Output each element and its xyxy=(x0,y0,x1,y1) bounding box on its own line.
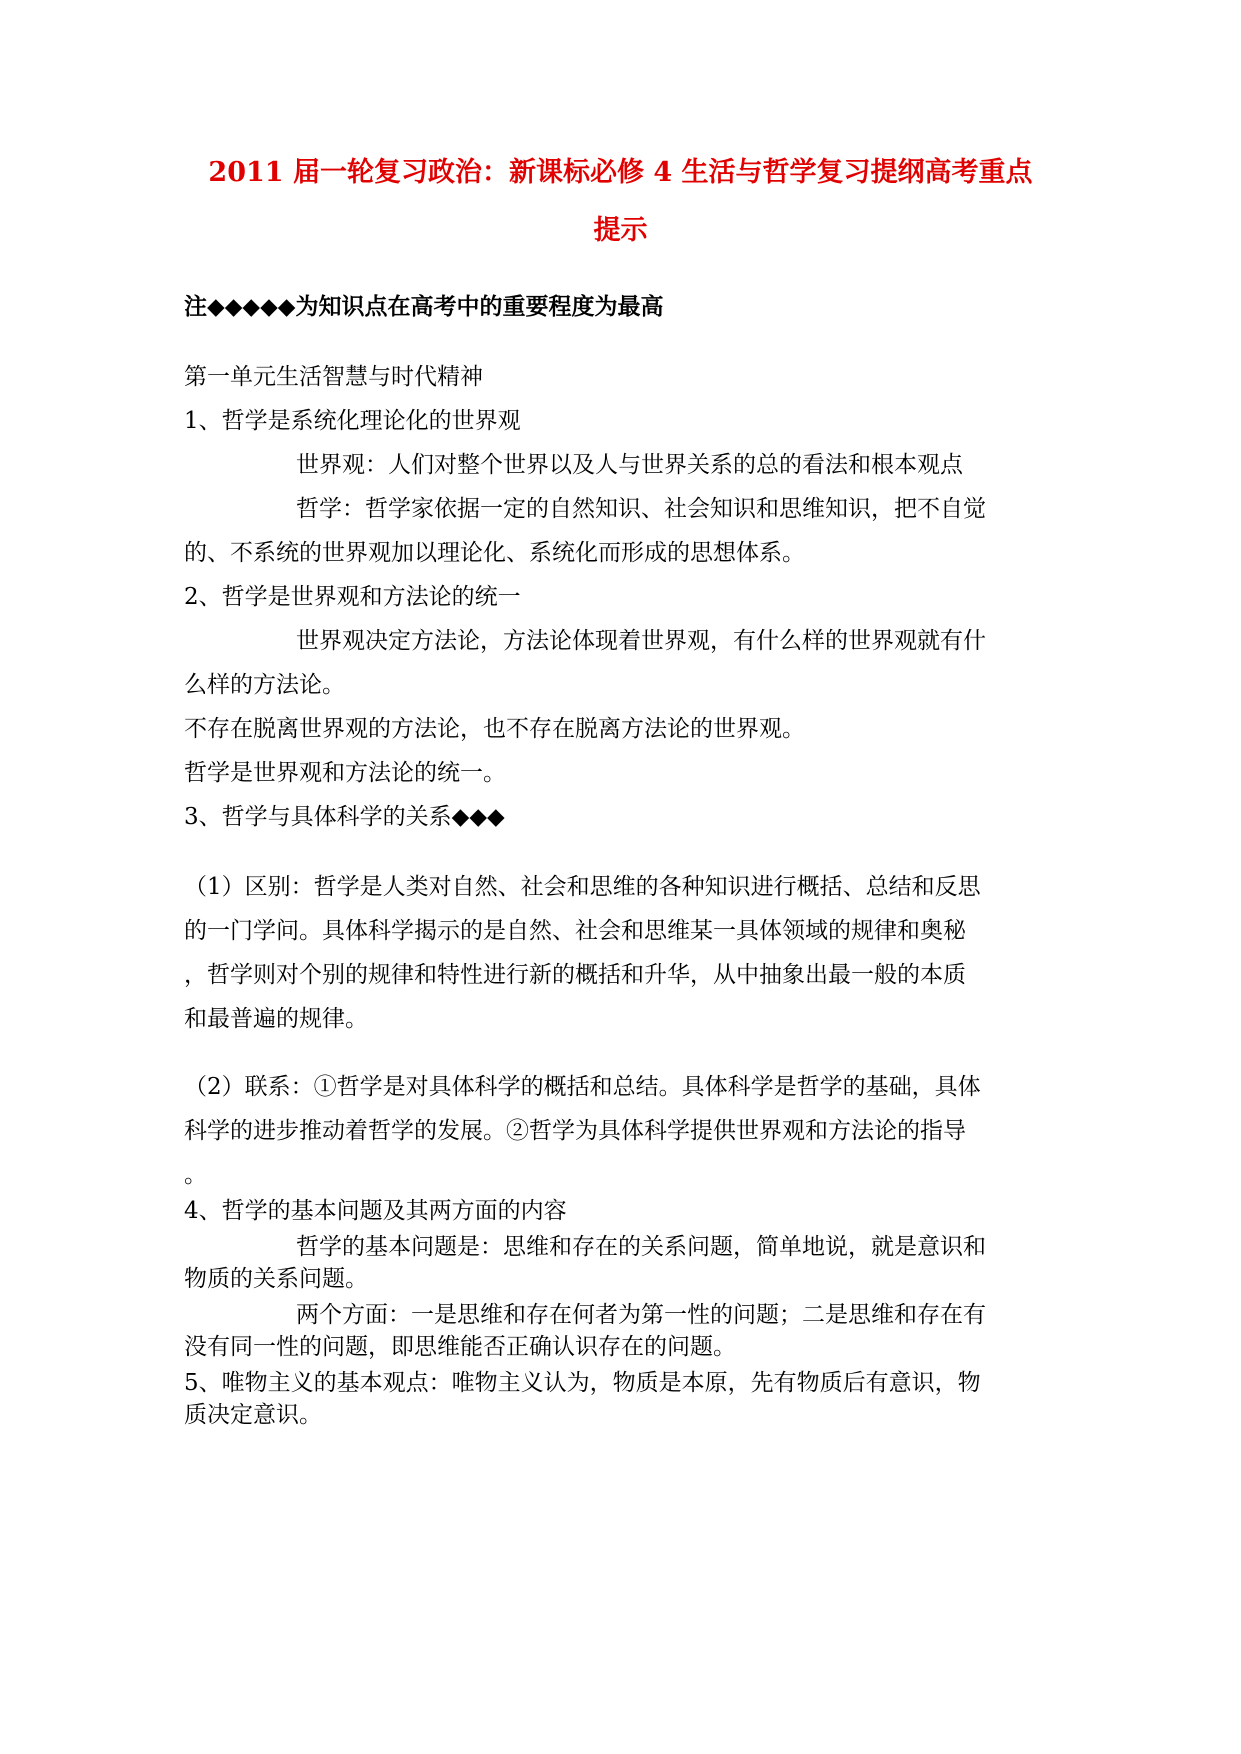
paragraph-line: 科学的进步推动着哲学的发展。②哲学为具体科学提供世界观和方法论的指导 xyxy=(184,1118,966,1144)
paragraph-line: 两个方面：一是思维和存在何者为第一性的问题；二是思维和存在有 xyxy=(296,1302,986,1328)
paragraph-line: 质决定意识。 xyxy=(184,1402,322,1428)
section-heading-3: 3、哲学与具体科学的关系◆◆◆ xyxy=(184,804,505,830)
paragraph-line: 。 xyxy=(184,1162,207,1188)
paragraph-line: 的、不系统的世界观加以理论化、系统化而形成的思想体系。 xyxy=(184,540,805,566)
paragraph-line: 哲学：哲学家依据一定的自然知识、社会知识和思维知识，把不自觉 xyxy=(296,496,986,522)
paragraph-line: （2）联系：①哲学是对具体科学的概括和总结。具体科学是哲学的基础，具体 xyxy=(184,1074,981,1100)
paragraph-line: 没有同一性的问题，即思维能否正确认识存在的问题。 xyxy=(184,1334,736,1360)
paragraph-line: 和最普遍的规律。 xyxy=(184,1006,368,1032)
paragraph-line: 不存在脱离世界观的方法论，也不存在脱离方法论的世界观。 xyxy=(184,716,805,742)
document-title-line-2: 提示 xyxy=(593,215,648,246)
paragraph-line: 哲学是世界观和方法论的统一。 xyxy=(184,760,506,786)
paragraph-line: 哲学的基本问题是：思维和存在的关系问题，简单地说，就是意识和 xyxy=(296,1234,986,1260)
paragraph-line: 的一门学问。具体科学揭示的是自然、社会和思维某一具体领域的规律和奥秘 xyxy=(184,918,966,944)
section-heading-2: 2、哲学是世界观和方法论的统一 xyxy=(184,584,521,610)
paragraph-line: 世界观决定方法论，方法论体现着世界观，有什么样的世界观就有什 xyxy=(296,628,986,654)
paragraph-line: 物质的关系问题。 xyxy=(184,1266,368,1292)
section-heading-1: 1、哲学是系统化理论化的世界观 xyxy=(184,408,521,434)
unit-heading: 第一单元生活智慧与时代精神 xyxy=(184,364,483,390)
document-title-line-1: 2011 届一轮复习政治：新课标必修 4 生活与哲学复习提纲高考重点 xyxy=(208,157,1033,188)
paragraph-line: ，哲学则对个别的规律和特性进行新的概括和升华，从中抽象出最一般的本质 xyxy=(184,962,966,988)
paragraph-line: （1）区别：哲学是人类对自然、社会和思维的各种知识进行概括、总结和反思 xyxy=(184,874,981,900)
section-heading-5: 5、唯物主义的基本观点：唯物主义认为，物质是本原，先有物质后有意识，物 xyxy=(184,1370,981,1396)
paragraph-line: 么样的方法论。 xyxy=(184,672,345,698)
section-heading-4: 4、哲学的基本问题及其两方面的内容 xyxy=(184,1198,567,1224)
importance-note: 注◆◆◆◆◆为知识点在高考中的重要程度为最高 xyxy=(184,293,664,320)
paragraph-line: 世界观：人们对整个世界以及人与世界关系的总的看法和根本观点 xyxy=(296,452,963,478)
